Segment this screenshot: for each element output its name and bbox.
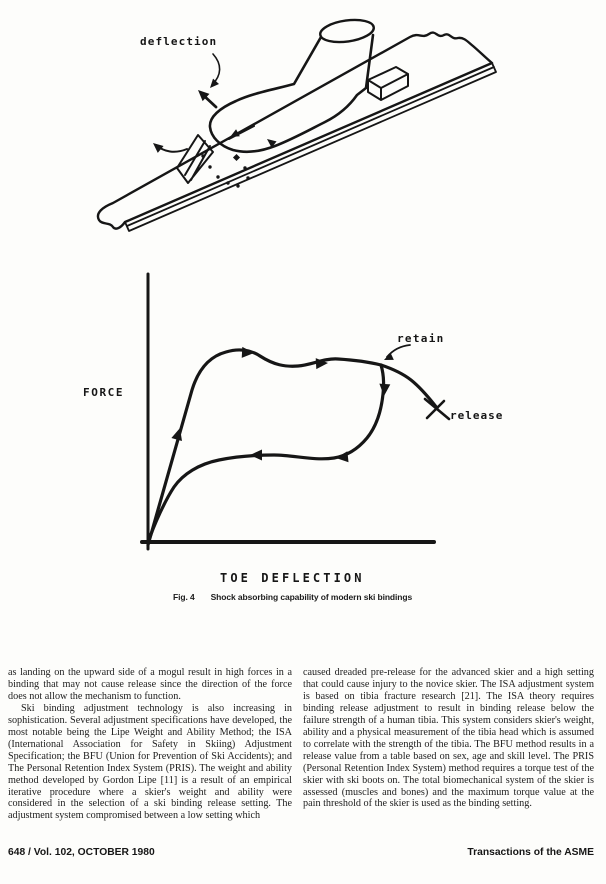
- ski-binding-sketch: [70, 8, 520, 238]
- deflection-pointer-head: [207, 79, 219, 91]
- ski-sidewall-lines: [125, 63, 496, 231]
- left-column: [8, 667, 292, 822]
- page-number-footer: 648 / Vol. 102, OCTOBER 1980: [8, 847, 155, 858]
- flow-arrow-right-1: [242, 347, 255, 359]
- toe-deflection-axis-label: TOE DEFLECTION: [220, 571, 365, 585]
- flow-arrow-up: [171, 426, 185, 441]
- deflection-label: deflection: [140, 35, 218, 48]
- retain-pointer-head: [382, 353, 394, 364]
- right-column: [303, 667, 594, 810]
- toe-piece: [177, 135, 213, 183]
- journal-name-footer: Transactions of the ASME: [467, 847, 594, 858]
- retain-label: retain: [397, 332, 445, 345]
- left-column-paragraph-1: as landing on the upward side of a mogul result in high forces in a binding that may not cause release since the direction of the force does not allow the mechanism to function.: [8, 667, 292, 702]
- figure-caption-tag: Fig. 4: [173, 592, 195, 602]
- flow-arrow-left-1: [335, 451, 348, 463]
- figure-caption: [173, 592, 412, 602]
- toe-gap-tick: [229, 126, 254, 139]
- release-label: release: [450, 409, 504, 422]
- flow-arrow-left-2: [250, 450, 262, 461]
- boot-cuff-ellipse: [319, 17, 375, 45]
- loading-curve: [148, 350, 381, 545]
- force-axis-label: FORCE: [83, 386, 125, 399]
- left-column-paragraph-2: Ski binding adjustment technology is also increasing in sophistication. Several adjustment specifications have developed, the most notable being the Lipe Weight and Ability Method; the ISA (International Association for Safety in Skiing) Adjustment Specification; the BFU (Union for Prevention of Ski Accidents); and The Personal Retention Index System (PRIS). The weight and ability method developed by Gordon Lipe [11] is a result of an empirical iterative procedure where a skier's weight and ability were considered in the selection of a ski binding release setting. The adjustment system compromised between a low setting which: [8, 702, 292, 822]
- flow-arrow-down: [379, 384, 391, 397]
- toe-swing-arrow-head: [150, 140, 163, 153]
- heel-piece: [368, 67, 408, 100]
- ski-outline: [98, 33, 492, 229]
- release-x-marker: [425, 399, 449, 419]
- return-curve: [148, 365, 384, 543]
- figure-caption-text: Shock absorbing capability of modern ski bindings: [210, 592, 413, 602]
- right-column-paragraph-1: caused dreaded pre-release for the advanced skier and a high setting that could cause injury to the novice skier. The ISA adjustment system is based on tibia fracture research [21]. The ISA theory requires binding release adjustment to result in binding release below the failure strength of a human tibia. This system considers skier's weight, ability and a physical measurement of the tibia head which is assumed to correlate with the strength of the tibia. The BFU method results in a release value from a table based on sex, age and skill level. The PRIS (Personal Retention Index System) method requires a torque test of the skier with ski boots on. The total biomechanical system of the skier is assessed (muscles and bones) and the maximum torque value at the pain threshold of the skier is used as the binding setting.: [303, 667, 594, 810]
